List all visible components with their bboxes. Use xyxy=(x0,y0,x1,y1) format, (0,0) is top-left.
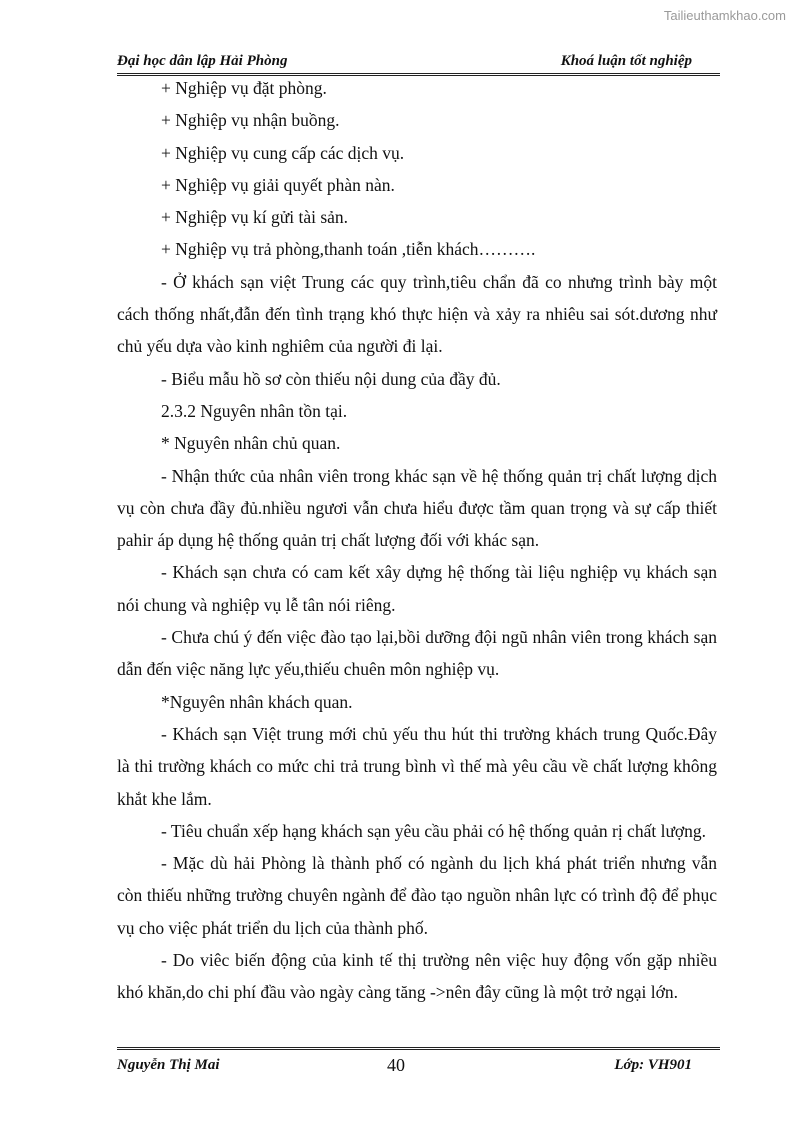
page-footer xyxy=(117,1055,720,1079)
paragraph: - Tiêu chuẩn xếp hạng khách sạn yêu cầu phải có hệ thống quản rị chất lượng. xyxy=(161,820,707,841)
paragraph: - Biểu mẫu hồ sơ còn thiếu nội dung của đầy đủ. xyxy=(161,368,501,389)
header-document-type: Khoá luận tốt nghiệp xyxy=(560,53,692,69)
footer-divider xyxy=(117,1047,720,1050)
paragraph: + Nghiệp vụ kí gửi tài sản. xyxy=(161,207,349,228)
paragraph: - Mặc dù hải Phòng là thành phố có ngành du lịch khá phát triển nhưng vẫn còn thiếu những trường chuyên ngành để đào tạo nguồn nhân lực có trình độ để phục vụ cho việc phát triển du lịch của thành phố. xyxy=(117,853,717,938)
paragraph: + Nghiệp vụ cung cấp các dịch vụ. xyxy=(161,142,405,163)
paragraph: - Khách sạn chưa có cam kết xây dựng hệ thống tài liệu nghiệp vụ khách sạn nói chung và nghiệp vụ lễ tân nói riêng. xyxy=(117,562,717,615)
paragraph: + Nghiệp vụ nhận buồng. xyxy=(161,110,340,131)
section-heading: 2.3.2 Nguyên nhân tồn tại. xyxy=(161,400,348,421)
paragraph: + Nghiệp vụ giải quyết phàn nàn. xyxy=(161,174,395,195)
page-number: 40 xyxy=(387,1055,405,1075)
paragraph: - Chưa chú ý đến việc đào tạo lại,bồi dưỡng đội ngũ nhân viên trong khách sạn dẫn đến việc năng lực yếu,thiếu chuên môn nghiệp vụ. xyxy=(117,627,717,680)
footer-author: Nguyễn Thị Mai xyxy=(117,1057,220,1073)
paragraph: + Nghiệp vụ trả phòng,thanh toán ,tiễn khách………. xyxy=(161,239,536,260)
subheading: * Nguyên nhân chủ quan. xyxy=(161,433,341,454)
paragraph: - Do viêc biến động của kinh tế thị trường nên việc huy động vốn gặp nhiều khó khăn,do chi phí đầu vào ngày càng tăng ->nên đây cũng là một trở ngại lớn. xyxy=(117,950,717,1003)
subheading: *Nguyên nhân khách quan. xyxy=(161,691,353,712)
body-text xyxy=(117,72,717,1009)
paragraph: - Nhận thức của nhân viên trong khác sạn về hệ thống quản trị chất lượng dịch vụ còn chưa đầy đủ.nhiều ngươi vẫn chưa hiểu được tầm quan trọng và sự cấp thiết pahir áp dụng hệ thống quản trị chất lượng đối với khác sạn. xyxy=(117,465,717,551)
watermark-text: Tailieuthamkhao.com xyxy=(663,8,786,23)
footer-class: Lớp: VH901 xyxy=(614,1057,692,1073)
paragraph: + Nghiệp vụ đặt phòng. xyxy=(161,78,327,98)
header-university: Đại học dân lập Hải Phòng xyxy=(117,53,288,69)
paragraph: - Khách sạn Việt trung mới chủ yếu thu hút thi trường khách trung Quốc.Đây là thi trường khách co mức chi trả trung bình vì thế mà yêu cầu về chất lượng không khắt khe lắm. xyxy=(117,723,717,809)
paragraph: - Ở khách sạn việt Trung các quy trình,tiêu chẩn đã co nhưng trình bày một cách thống nhất,đẫn đến tình trạng khó thực hiện và xảy ra nhiêu sai sót.dương như chủ yếu dựa vào kinh nghiêm của người đi lại. xyxy=(117,271,717,357)
